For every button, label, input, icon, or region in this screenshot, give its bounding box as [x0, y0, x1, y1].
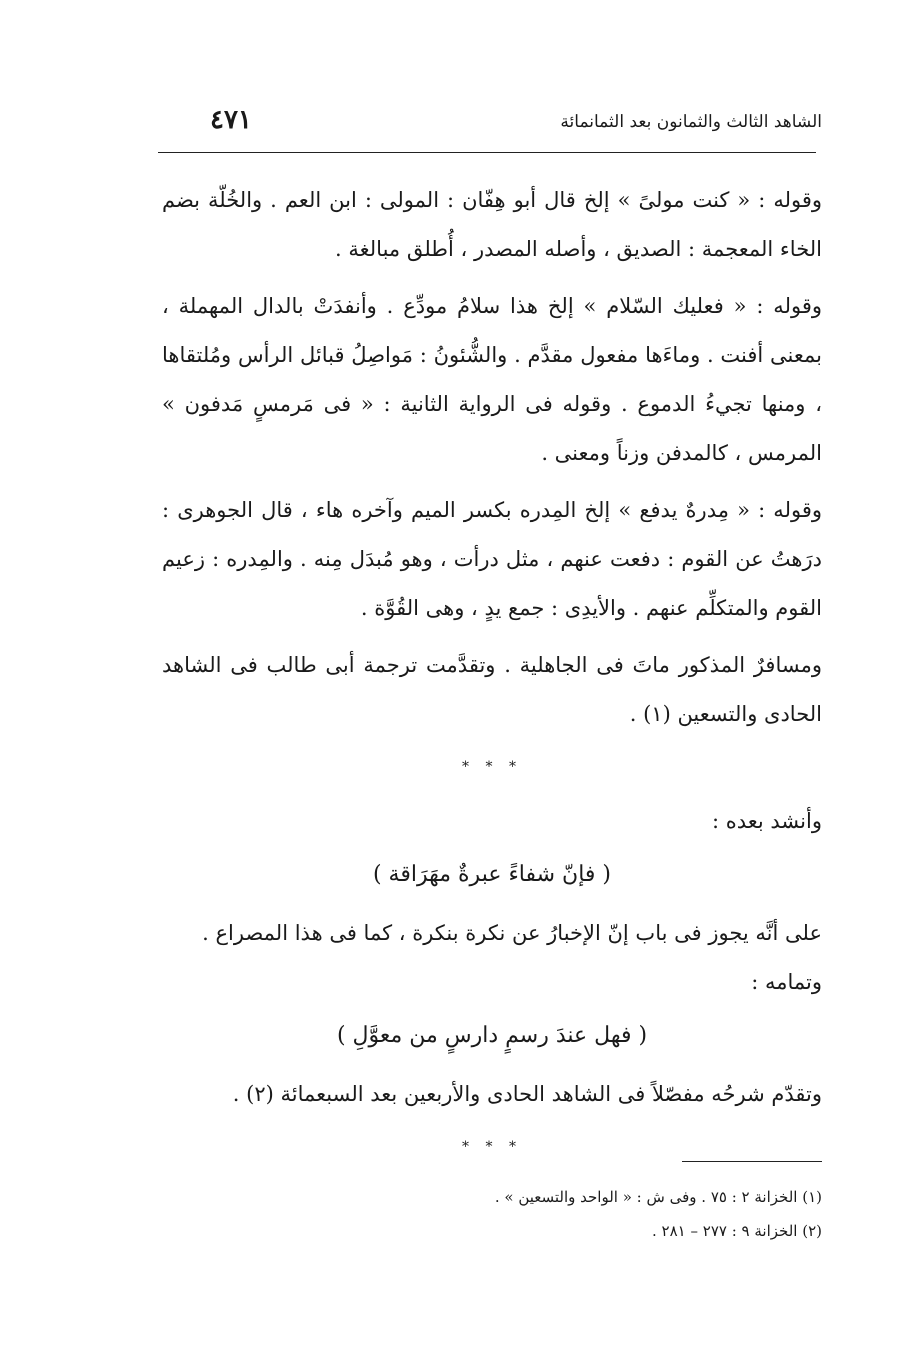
section-separator: * * * — [462, 1139, 522, 1155]
anshad-line: وأنشد بعده : — [711, 809, 822, 833]
paragraph: على أنَّه يجوز فى باب إنّ الإخبارُ عن نكرة بنكرة ، كما فى هذا المصراع . — [202, 921, 822, 945]
header-rule — [158, 152, 816, 153]
verse-line: ( فهل عندَ رسمٍ دارسٍ من معوَّلِ ) — [336, 1023, 648, 1048]
paragraph: وقوله : « مِدرهٌ يدفع » إلخ المِدره بكسر الميم وآخره هاء ، قال الجوهرى : درَهتُ عن القوم : دفعت عنهم ، مثل درأت ، وهو مُبدَل مِنه . والمِدره : زعيم القوم والمتكلِّم عنهم . والأيدِى : جمع يدٍ ، وهى القُوَّة . — [162, 498, 822, 620]
verse-line: ( فإنّ شفاءً عبرةٌ مهَرَاقة ) — [372, 862, 612, 887]
paragraph: وقوله : « كنت مولىً » إلخ قال أبو هِفّان : المولى : ابن العم . والخُلّة بضم الخاء المعجمة : الصديق ، وأصله المصدر ، أُطلق مبالغة . — [162, 188, 823, 261]
page-number: ٤٧١ — [210, 105, 252, 135]
paragraph: وقوله : « فعليك السّلام » إلخ هذا سلامُ مودِّع . وأنفدَتْ بالدال المهملة ، بمعنى أفنت . وماءَها مفعول مقدَّم . والشُّئونُ : مَواصِلُ قبائل الرأس ومُلتقاها ، ومنها تجيءُ الدموع . وقوله فى الرواية الثانية : « فى مَرمسٍ مَدفون » المرمس ، كالمدفن وزناً ومعنى . — [162, 294, 822, 465]
footnote: (٢) الخزانة ٩ : ٢٧٧ – ٢٨١ . — [652, 1222, 822, 1240]
footnote-rule — [682, 1161, 822, 1162]
main-text — [162, 176, 822, 1177]
paragraph: ومسافرٌ المذكور ماتَ فى الجاهلية . وتقدَّمت ترجمة أبى طالب فى الشاهد الحادى والتسعين (١) . — [162, 653, 822, 726]
running-title: الشاهد الثالث والثمانون بعد الثمانمائة — [560, 112, 822, 132]
paragraph: وتقدّم شرحُه مفصّلاً فى الشاهد الحادى والأربعين بعد السبعمائة (٢) . — [232, 1082, 822, 1106]
tamamuhu-line: وتمامه : — [751, 970, 822, 994]
footnote: (١) الخزانة ٢ : ٧٥ . وفى ش : « الواحد والتسعين » . — [494, 1188, 822, 1206]
footnotes — [162, 1180, 822, 1248]
section-separator: * * * — [462, 759, 522, 775]
